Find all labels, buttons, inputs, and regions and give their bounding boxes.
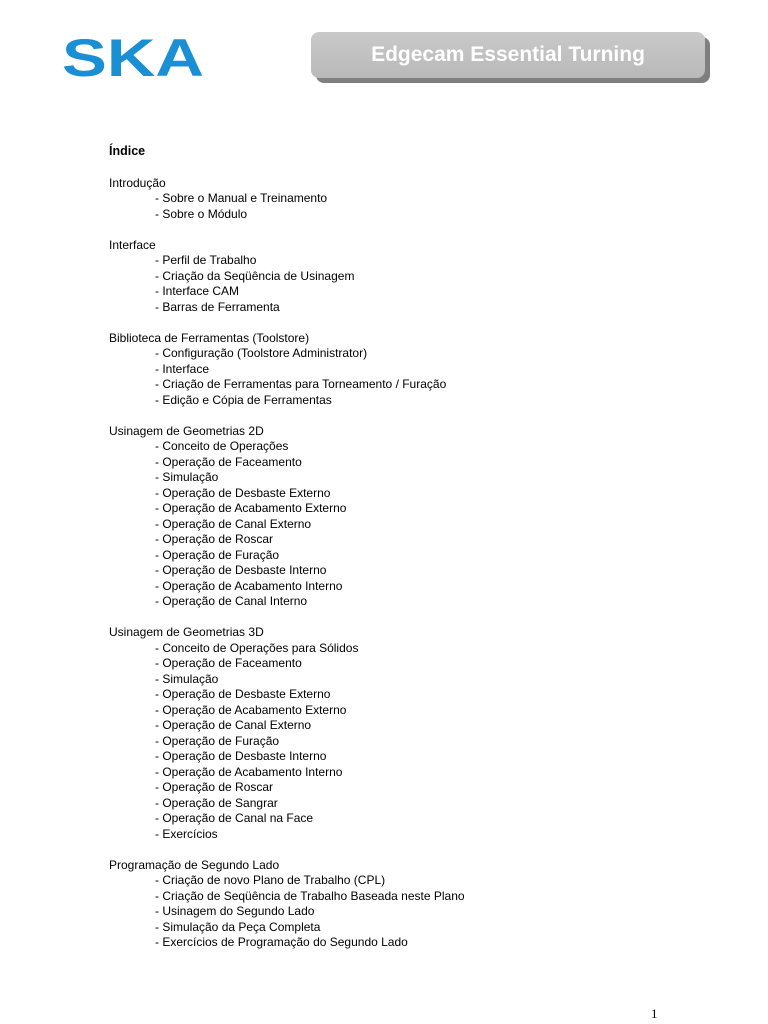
toc-item: - Exercícios de Programação do Segundo Lado: [155, 935, 408, 949]
toc-section-heading: Interface: [109, 237, 156, 252]
toc-item-list: [109, 253, 709, 315]
toc-item: - Operação de Acabamento Interno: [155, 578, 343, 593]
toc-item: - Sobre o Módulo: [155, 206, 248, 221]
document-title: Edgecam Essential Turning: [371, 43, 645, 66]
toc-item: - Operação de Desbaste Externo: [155, 485, 331, 500]
toc-title: Índice: [109, 144, 146, 158]
ska-logo-text: SKA: [62, 36, 204, 78]
toc-item-list: [109, 346, 709, 408]
toc-item: - Sobre o Manual e Treinamento: [155, 191, 328, 205]
toc-item-list: [109, 873, 709, 951]
page-number: 1: [651, 1006, 658, 1021]
toc-item: - Operação de Canal Externo: [155, 516, 312, 531]
toc-item: - Exercícios: [155, 826, 218, 841]
toc-item: - Operação de Canal Externo: [155, 718, 312, 732]
ska-logo: [62, 36, 204, 78]
toc-item-list: [109, 439, 709, 610]
toc-item: - Operação de Desbaste Interno: [155, 749, 327, 763]
toc-section: [109, 625, 709, 842]
toc-item: - Interface CAM: [155, 284, 240, 298]
toc-section-heading: Usinagem de Geometrias 3D: [109, 625, 264, 639]
toc-section-heading: Introdução: [109, 175, 166, 190]
toc-section-heading: Biblioteca de Ferramentas (Toolstore): [109, 330, 310, 345]
toc-item: - Operação de Faceamento: [155, 656, 302, 670]
toc-item: - Barras de Ferramenta: [155, 299, 280, 314]
toc-item: - Criação de Ferramentas para Torneamento / Furação: [155, 377, 447, 391]
toc-item: - Operação de Furação: [155, 733, 280, 748]
toc-item: - Operação de Furação: [155, 547, 280, 562]
toc-item: - Criação de novo Plano de Trabalho (CPL): [155, 873, 386, 887]
toc-item-list: [109, 191, 709, 222]
toc-item: - Operação de Desbaste Interno: [155, 563, 327, 577]
toc-item: - Edição e Cópia de Ferramentas: [155, 392, 332, 407]
toc-item: - Interface: [155, 361, 210, 376]
toc-item: - Conceito de Operações para Sólidos: [155, 640, 359, 655]
toc-item: - Simulação: [155, 671, 219, 686]
toc-item: - Operação de Acabamento Externo: [155, 702, 347, 717]
toc-section: [109, 238, 709, 316]
toc-item: - Operação de Desbaste Externo: [155, 687, 331, 701]
toc-item: - Configuração (Toolstore Administrator): [155, 346, 368, 360]
toc-section: [109, 858, 709, 951]
toc-item: - Criação de Seqüência de Trabalho Baseada neste Plano: [155, 888, 465, 903]
toc-item: - Criação da Seqüência de Usinagem: [155, 268, 355, 283]
toc-item: - Usinagem do Segundo Lado: [155, 904, 315, 918]
toc-item-list: [109, 641, 709, 843]
toc-sections: [109, 176, 709, 951]
toc-section: [109, 331, 709, 409]
toc-section-heading: Usinagem de Geometrias 2D: [109, 423, 264, 438]
toc-section-heading: Programação de Segundo Lado: [109, 857, 280, 872]
toc-item: - Perfil de Trabalho: [155, 253, 257, 267]
toc-item: - Simulação: [155, 470, 219, 484]
toc-item: - Operação de Acabamento Externo: [155, 501, 347, 515]
toc-section: [109, 176, 709, 223]
toc-item: - Operação de Canal na Face: [155, 811, 314, 825]
toc-item: - Operação de Roscar: [155, 532, 274, 546]
toc-item: - Simulação da Peça Completa: [155, 919, 321, 934]
toc-item: - Operação de Sangrar: [155, 795, 278, 810]
toc-item: - Operação de Faceamento: [155, 454, 302, 469]
toc-item: - Operação de Acabamento Interno: [155, 764, 343, 779]
toc-section: [109, 424, 709, 610]
table-of-contents: [109, 144, 709, 966]
toc-item: - Conceito de Operações: [155, 439, 289, 453]
toc-item: - Operação de Canal Interno: [155, 594, 308, 608]
toc-item: - Operação de Roscar: [155, 780, 274, 794]
header-banner: [311, 32, 705, 78]
